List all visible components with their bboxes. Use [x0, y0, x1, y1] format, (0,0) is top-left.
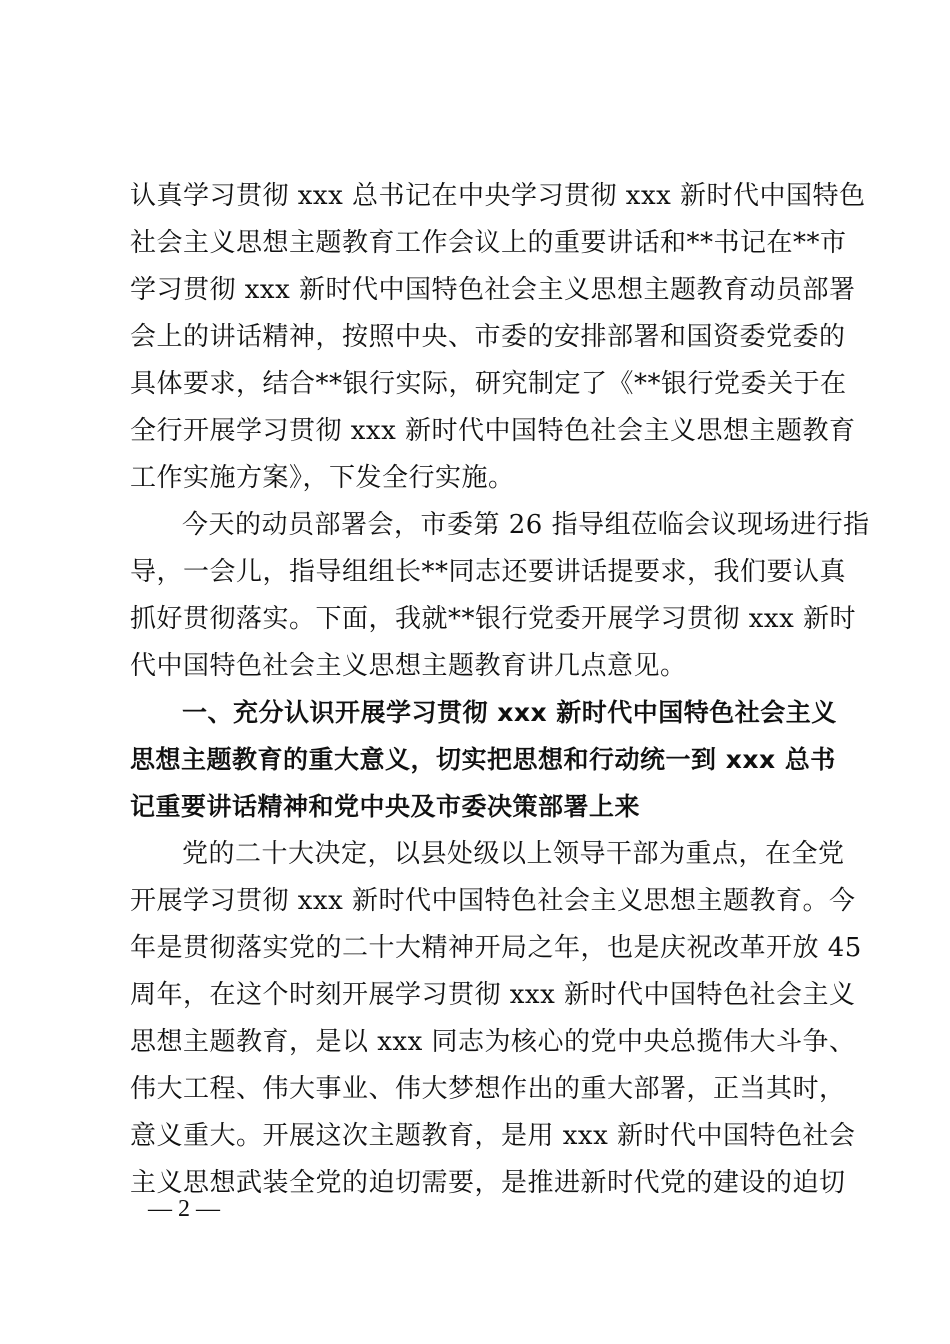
body-text-line: 年是贯彻落实党的二十大精神开局之年，也是庆祝改革开放 45 — [130, 933, 862, 963]
body-text-line: 开展学习贯彻 xxx 新时代中国特色社会主义思想主题教育。今 — [130, 886, 856, 916]
body-text-line: 今天的动员部署会，市委第 26 指导组莅临会议现场进行指 — [182, 510, 870, 540]
body-text-line: 导，一会儿，指导组组长**同志还要讲话提要求，我们要认真 — [130, 557, 847, 587]
body-text-line: 思想主题教育，是以 xxx 同志为核心的党中央总揽伟大斗争、 — [130, 1027, 856, 1057]
body-text-line: 学习贯彻 xxx 新时代中国特色社会主义思想主题教育动员部署 — [130, 275, 856, 305]
body-text-line: 认真学习贯彻 xxx 总书记在中央学习贯彻 xxx 新时代中国特色 — [130, 181, 866, 211]
section-heading-line: 一、充分认识开展学习贯彻 xxx 新时代中国特色社会主义 — [182, 698, 837, 727]
body-text-line: 工作实施方案》，下发全行实施。 — [130, 463, 515, 493]
body-text-line: 意义重大。开展这次主题教育，是用 xxx 新时代中国特色社会 — [130, 1121, 856, 1151]
section-heading-line: 记重要讲话精神和党中央及市委决策部署上来 — [130, 792, 641, 821]
body-text-line: 伟大工程、伟大事业、伟大梦想作出的重大部署，正当其时， — [130, 1074, 846, 1104]
body-text-line: 全行开展学习贯彻 xxx 新时代中国特色社会主义思想主题教育 — [130, 416, 856, 446]
section-heading-line: 思想主题教育的重大意义，切实把思想和行动统一到 xxx 总书 — [130, 745, 836, 774]
body-text-line: 主义思想武装全党的迫切需要，是推进新时代党的建设的迫切 — [130, 1168, 846, 1198]
body-text-line: 周年，在这个时刻开展学习贯彻 xxx 新时代中国特色社会主义 — [130, 980, 856, 1010]
body-text-line: 代中国特色社会主义思想主题教育讲几点意见。 — [130, 651, 687, 681]
body-text-line: 抓好贯彻落实。下面，我就**银行党委开展学习贯彻 xxx 新时 — [130, 604, 857, 634]
body-text-line: 具体要求，结合**银行实际，研究制定了《**银行党委关于在 — [130, 369, 847, 399]
body-text-line: 会上的讲话精神，按照中央、市委的安排部署和国资委党委的 — [130, 322, 846, 352]
body-text-line: 社会主义思想主题教育工作会议上的重要讲话和**书记在**市 — [130, 228, 847, 258]
body-text-line: 党的二十大决定，以县处级以上领导干部为重点，在全党 — [182, 839, 845, 869]
page-number: — 2 — — [148, 1196, 220, 1222]
